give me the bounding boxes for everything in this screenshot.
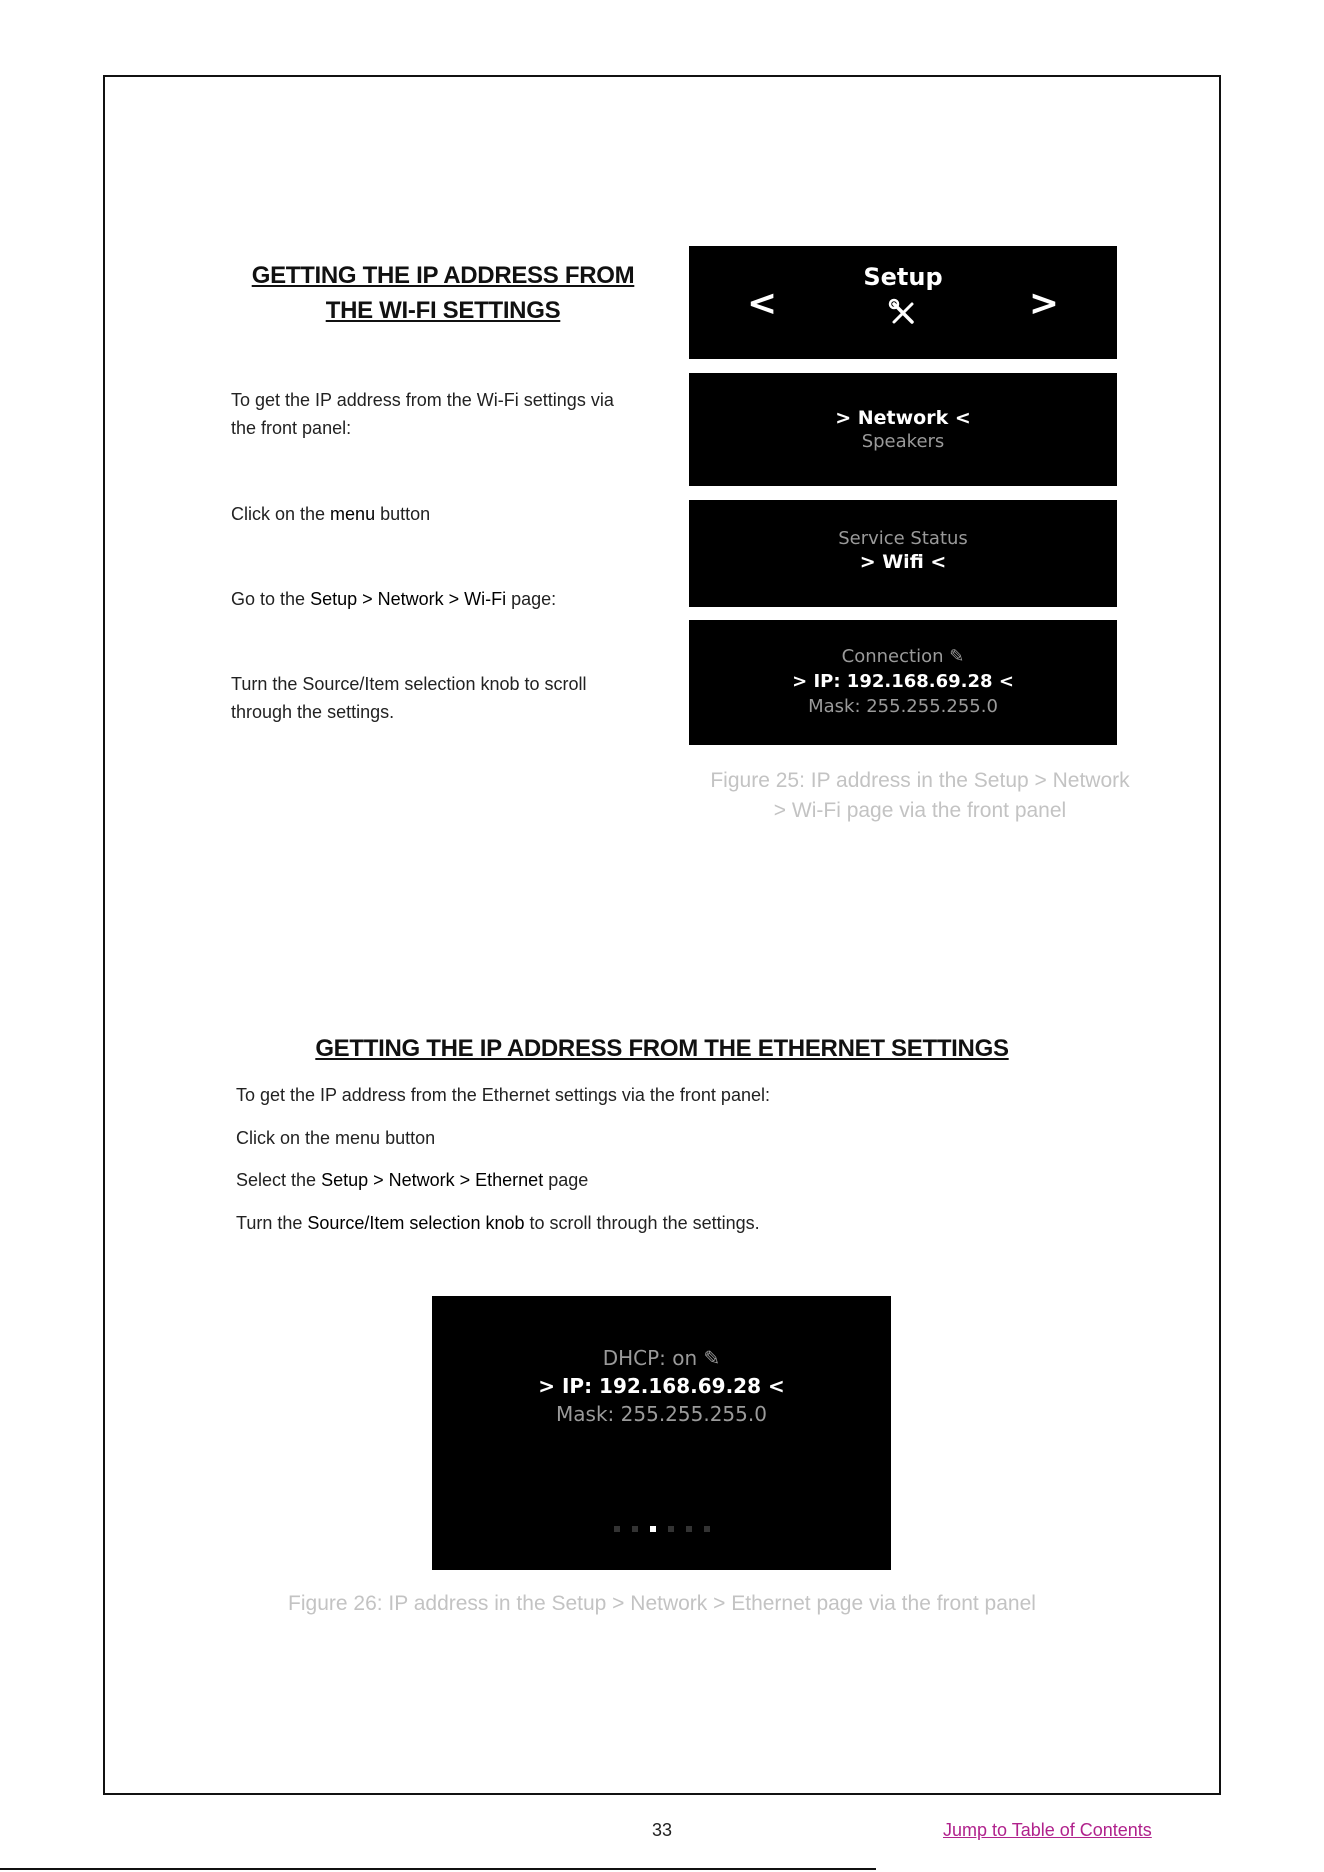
page-dot xyxy=(668,1526,674,1532)
page-dot xyxy=(686,1526,692,1532)
wifi-step-knob xyxy=(231,670,671,726)
ethernet-step-knob-pre: Turn the xyxy=(236,1213,308,1233)
panel-connection-screenshot xyxy=(689,620,1117,745)
ethernet-step-select-bold: Setup > Network > Ethernet xyxy=(321,1170,544,1190)
wifi-step-goto-pre: Go to the xyxy=(231,589,311,609)
wifi-intro xyxy=(231,386,671,442)
bottom-rule xyxy=(0,1868,876,1870)
panel-connection-title-text: Connection xyxy=(841,646,944,667)
wifi-step-menu-bold: menu xyxy=(330,504,376,524)
wifi-step-menu xyxy=(231,500,671,528)
wifi-heading-line2: THE WI-FI SETTINGS xyxy=(325,297,561,324)
figure-26-caption: Figure 26: IP address in the Setup > Network > Ethernet page via the front panel xyxy=(288,1592,1036,1615)
toc-link[interactable]: Jump to Table of Contents xyxy=(943,1820,1152,1840)
ethernet-step-knob-bold: Source/Item selection knob xyxy=(307,1213,525,1233)
wifi-step-knob-line2: through the settings. xyxy=(231,702,395,722)
ethernet-step-menu: Click on the menu button xyxy=(236,1128,436,1148)
wifi-step-goto-bold: Setup > Network > Wi-Fi xyxy=(310,589,507,609)
wifi-step-menu-post: button xyxy=(375,504,431,524)
pencil-icon: ✎ xyxy=(703,1346,721,1370)
page-dot xyxy=(632,1526,638,1532)
panel-ethernet-dhcp-text: DHCP: on xyxy=(602,1346,698,1370)
wifi-intro-line2: the front panel: xyxy=(231,418,352,438)
ethernet-heading: GETTING THE IP ADDRESS FROM THE ETHERNET SETTINGS xyxy=(315,1035,1009,1062)
ethernet-step-knob-post: to scroll through the settings. xyxy=(524,1213,760,1233)
panel-network-selected: > Network < xyxy=(835,407,971,429)
panel-ethernet-screenshot xyxy=(432,1296,891,1570)
page-dot xyxy=(704,1526,710,1532)
panel-wifi-screenshot xyxy=(689,500,1117,607)
chevron-left-icon: < xyxy=(747,283,778,324)
ethernet-step-select-post: page xyxy=(543,1170,589,1190)
panel-ethernet-dhcp xyxy=(432,1346,891,1370)
page-dot-active xyxy=(650,1526,656,1532)
panel-connection-mask: Mask: 255.255.255.0 xyxy=(808,696,998,717)
panel-wifi-selected: > Wifi < xyxy=(859,551,947,573)
panel-ethernet-ip: > IP: 192.168.69.28 < xyxy=(538,1374,785,1398)
panel-network-screenshot xyxy=(689,373,1117,486)
figure-25-caption xyxy=(680,766,1160,826)
wifi-intro-line1: To get the IP address from the Wi-Fi settings via xyxy=(231,390,614,410)
chevron-right-icon: > xyxy=(1028,283,1059,324)
ethernet-step-select xyxy=(236,1166,1116,1194)
panel-network-next: Speakers xyxy=(861,431,945,452)
panel-connection-title xyxy=(689,646,1117,667)
wifi-heading-line1: GETTING THE IP ADDRESS FROM xyxy=(251,262,635,289)
ethernet-step-knob xyxy=(236,1209,1116,1237)
panel-connection-ip: > IP: 192.168.69.28 < xyxy=(792,671,1014,692)
ethernet-step-select-pre: Select the xyxy=(236,1170,322,1190)
page-dot xyxy=(614,1526,620,1532)
pencil-icon: ✎ xyxy=(949,646,965,667)
wifi-step-goto-post: page: xyxy=(506,589,557,609)
figure-25-caption-line2: > Wi-Fi page via the front panel xyxy=(773,799,1067,822)
panel-setup-title: Setup xyxy=(863,263,943,291)
panel-setup-screenshot xyxy=(689,246,1117,359)
wifi-step-menu-pre: Click on the xyxy=(231,504,331,524)
wifi-heading xyxy=(232,258,654,328)
panel-wifi-prev: Service Status xyxy=(838,528,968,549)
page-number: 33 xyxy=(652,1820,673,1840)
wifi-step-goto xyxy=(231,585,671,613)
ethernet-intro: To get the IP address from the Ethernet settings via the front panel: xyxy=(236,1085,770,1105)
wifi-step-knob-line1: Turn the Source/Item selection knob to scroll xyxy=(231,674,587,694)
figure-25-caption-line1: Figure 25: IP address in the Setup > Network xyxy=(710,769,1130,792)
page-indicator-dots xyxy=(432,1518,891,1537)
panel-ethernet-mask: Mask: 255.255.255.0 xyxy=(556,1402,767,1426)
